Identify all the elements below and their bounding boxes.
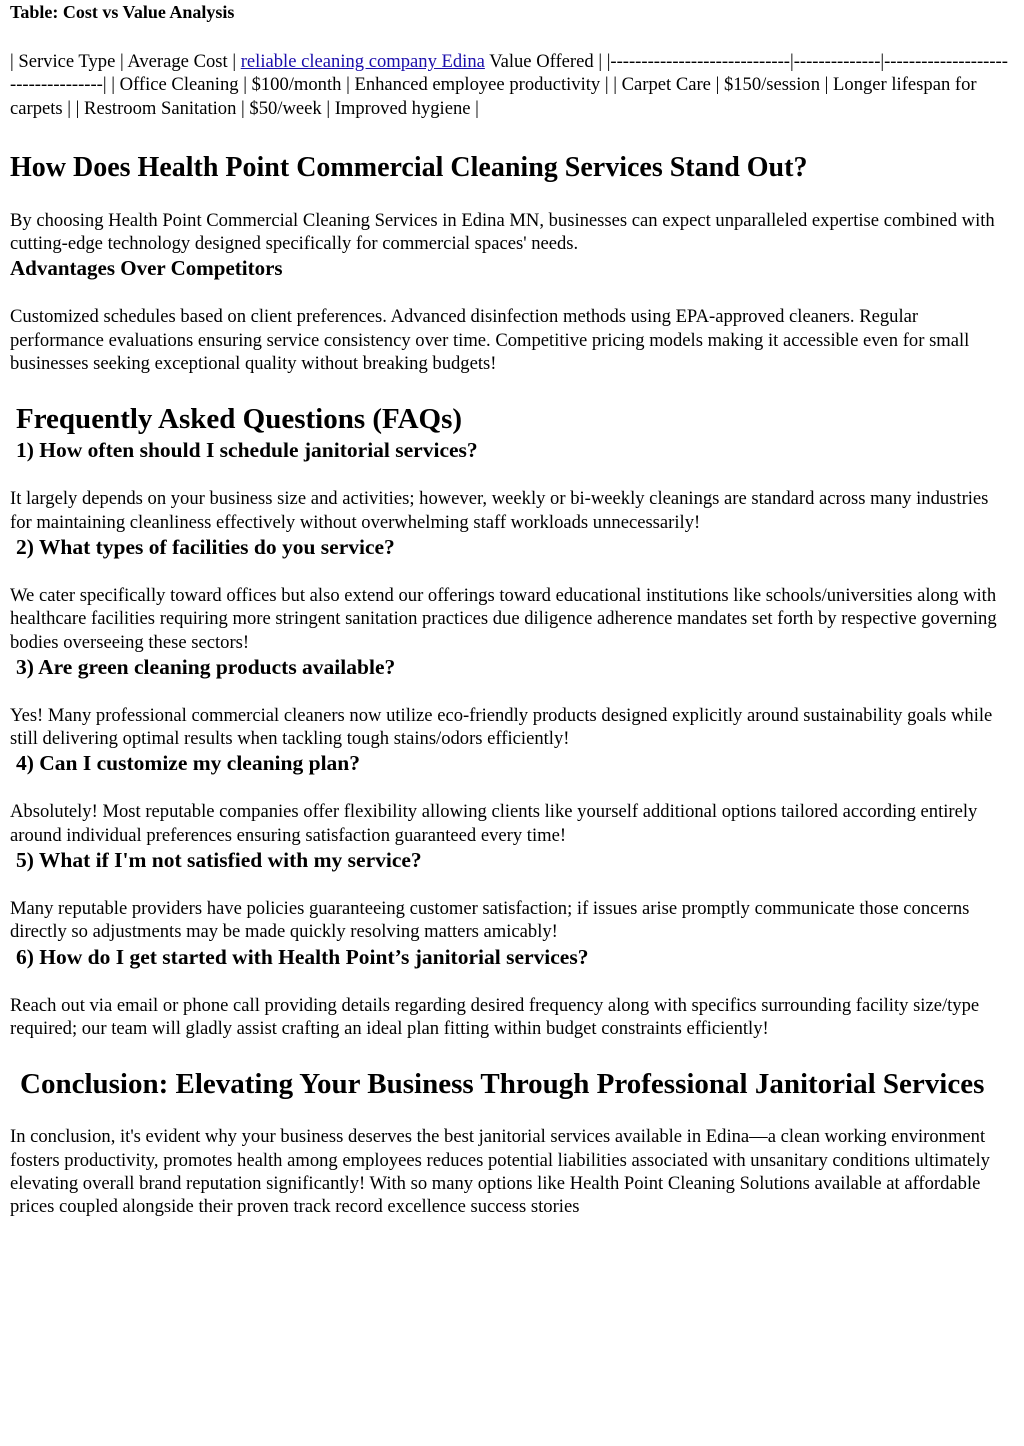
document-page [10,0,1014,1218]
table-text-before-link: | Service Type | Average Cost | [10,51,241,72]
faq-question-5: 5) What if I'm not satisfied with my service? [16,848,422,873]
faq-question-3: 3) Are green cleaning products available? [16,654,396,679]
reliable-cleaning-link[interactable]: reliable cleaning company Edina [240,51,485,72]
faq-heading: Frequently Asked Questions (FAQs) [16,403,463,436]
conclusion-paragraph: In conclusion, it's evident why your business deserves the best janitorial services available in Edina—a clean working environment fosters productivity, promotes health among employees reduces potential liabilities associated with unsanitary conditions ultimately elevating overall brand reputation significantly! With so many options like Health Point Cleaning Solutions available at affordable prices coupled alongside their proven track record excellence success stories [10,1126,990,1218]
faq-question-4: 4) Can I customize my cleaning plan? [16,751,360,776]
table-text-after-link: Value Offered | |-----------------------------|--------------|-----------------------------------| | Office Cleaning | $100/month | Enhanced employee productivity | | Carpet Care | $150/session | Longer lifespan for carpets | | Restroom Sanitation | $50/week | Improved hygiene | [10,51,1008,119]
faq-question-1: 1) How often should I schedule janitorial services? [16,438,478,463]
advantages-heading: Advantages Over Competitors [10,256,283,281]
conclusion-heading: Conclusion: Elevating Your Business Through Professional Janitorial Services [20,1068,985,1101]
table-text [10,50,1014,120]
faq-answer-6: Reach out via email or phone call providing details regarding desired frequency along with specifics surrounding facility size/type required; our team will gladly assist crafting an ideal plan fitting within budget constraints efficiently! [10,994,980,1039]
table-caption: Table: Cost vs Value Analysis [10,2,235,22]
standout-heading: How Does Health Point Commercial Cleaning Services Stand Out? [10,151,808,183]
faq-answer-2: We cater specifically toward offices but also extend our offerings toward educational institutions like schools/universities along with healthcare facilities requiring more stringent sanitation practices due diligence adherence mandates set forth by respective governing bodies overseeing these sectors! [10,584,997,653]
faq-answer-4: Absolutely! Most reputable companies offer flexibility allowing clients like yourself additional options tailored according entirely around individual preferences ensuring satisfaction guaranteed every time! [10,801,978,846]
faq-answer-1: It largely depends on your business size and activities; however, weekly or bi-weekly cleanings are standard across many industries for maintaining cleanliness effectively without overwhelming staff workloads unnecessarily! [10,488,989,533]
faq-question-2: 2) What types of facilities do you service? [16,534,395,559]
faq-answer-3: Yes! Many professional commercial cleaners now utilize eco-friendly products designed explicitly around sustainability goals while still delivering optimal results when tackling tough stains/odors efficiently! [10,704,993,750]
faq-question-6: 6) How do I get started with Health Point’s janitorial services? [16,944,589,969]
faq-answer-5: Many reputable providers have policies guaranteeing customer satisfaction; if issues arise promptly communicate those concerns directly so adjustments may be made quickly resolving matters amicably! [10,898,970,943]
standout-paragraph: By choosing Health Point Commercial Cleaning Services in Edina MN, businesses can expect unparalleled expertise combined with cutting-edge technology designed specifically for commercial spaces' needs. [10,209,995,255]
advantages-paragraph: Customized schedules based on client preferences. Advanced disinfection methods using EPA-approved cleaners. Regular performance evaluations ensuring service consistency over time. Competitive pricing models making it accessible even for small businesses seeking exceptional quality without breaking budgets! [10,306,970,375]
